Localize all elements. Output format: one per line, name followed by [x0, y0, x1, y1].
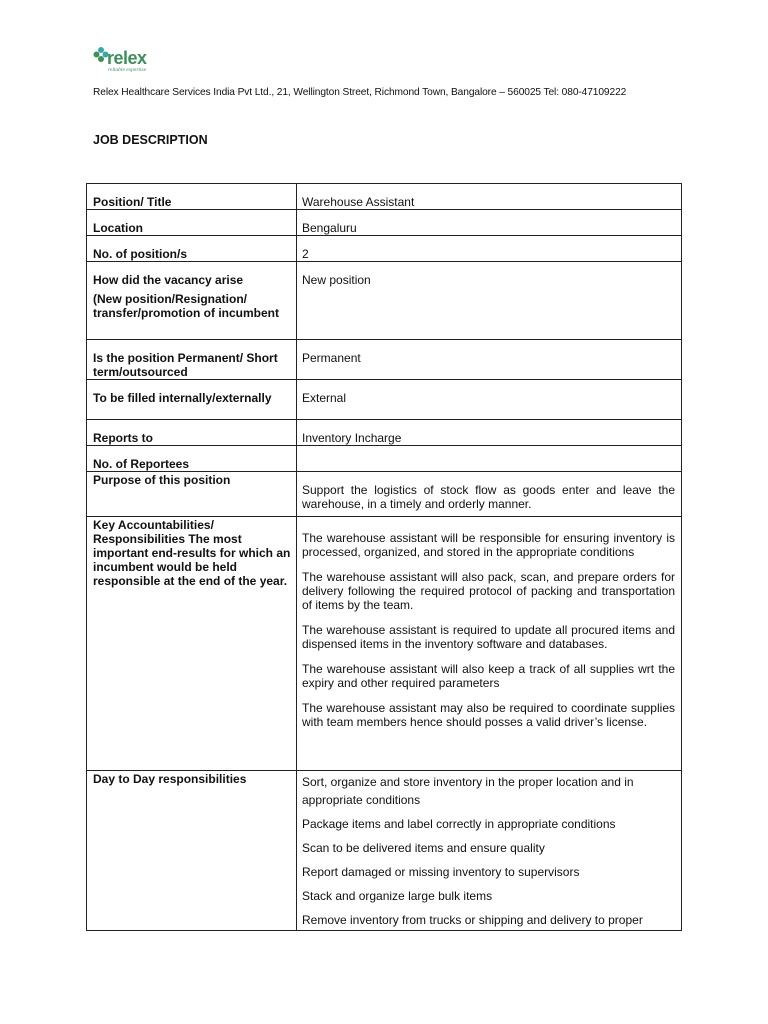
key-item: The warehouse assistant will also keep a track of all supplies wrt the expiry and other required parameters — [302, 662, 675, 690]
day-to-day-label: Day to Day responsibilities — [87, 771, 297, 931]
day-item: Stack and organize large bulk items — [302, 889, 493, 903]
logo-wordmark: relex — [107, 48, 147, 68]
table-row-reportees — [87, 446, 682, 472]
key-item: The warehouse assistant will be responsible for ensuring inventory is processed, organized, and stored in the appropriate conditions — [302, 531, 675, 559]
fill-label: To be filled internally/externally — [87, 380, 297, 420]
vacancy-value: New position — [297, 262, 682, 340]
vacancy-label-cell — [87, 262, 297, 340]
day-item: Remove inventory from trucks or shipping and delivery to proper — [302, 913, 643, 927]
job-description-table — [86, 183, 682, 931]
day-item: Sort, organize and store inventory in the proper location and in appropriate conditions — [302, 775, 634, 807]
table-row-position — [87, 184, 682, 210]
document-title: JOB DESCRIPTION — [93, 133, 208, 147]
vacancy-label: How did the vacancy arise — [93, 273, 244, 287]
key-item: The warehouse assistant will also pack, scan, and prepare orders for delivery following the required protocol of packing and transportation of items by the team. — [302, 570, 675, 612]
table-row-num-positions — [87, 236, 682, 262]
key-accountabilities-label: Key Accountabilities/ Responsibilities The most important end-results for which an incumbent would be held responsible at the end of the year. — [87, 517, 297, 771]
reports-value: Inventory Incharge — [297, 420, 682, 446]
day-item: Report damaged or missing inventory to supervisors — [302, 865, 580, 879]
day-to-day-cell — [297, 771, 682, 931]
reportees-label: No. of Reportees — [87, 446, 297, 472]
day-item: Scan to be delivered items and ensure quality — [302, 841, 545, 855]
table-row-key-accountabilities — [87, 517, 682, 771]
table-row-fill — [87, 380, 682, 420]
logo-tagline: reliable expertise — [108, 67, 147, 73]
reportees-value — [297, 446, 682, 472]
reports-label: Reports to — [87, 420, 297, 446]
table-row-reports — [87, 420, 682, 446]
location-label: Location — [87, 210, 297, 236]
permanence-value: Permanent — [297, 340, 682, 380]
purpose-value: Support the logistics of stock flow as goods enter and leave the warehouse, in a timely and orderly manner. — [297, 472, 682, 517]
key-accountabilities-cell — [297, 517, 682, 771]
table-row-purpose — [87, 472, 682, 517]
vacancy-sublabel: (New position/Resignation/ transfer/promotion of incumbent — [93, 292, 279, 320]
location-value: Bengaluru — [297, 210, 682, 236]
key-item: The warehouse assistant is required to update all procured items and dispensed items in the inventory software and databases. — [302, 623, 675, 651]
table-row-location — [87, 210, 682, 236]
day-item: Package items and label correctly in appropriate conditions — [302, 817, 616, 831]
permanence-label: Is the position Permanent/ Short term/outsourced — [87, 340, 297, 380]
num-positions-value: 2 — [297, 236, 682, 262]
table-row-day-to-day — [87, 771, 682, 931]
company-logo — [93, 46, 163, 78]
table-row-vacancy — [87, 262, 682, 340]
company-address: Relex Healthcare Services India Pvt Ltd., 21, Wellington Street, Richmond Town, Bangalore – 560025 Tel: 080-47109222 — [93, 87, 627, 98]
table-row-permanence — [87, 340, 682, 380]
fill-value: External — [297, 380, 682, 420]
key-item: The warehouse assistant may also be required to coordinate supplies with team members hence should posses a valid driver’s license. — [302, 701, 675, 729]
position-value: Warehouse Assistant — [297, 184, 682, 210]
num-positions-label: No. of position/s — [87, 236, 297, 262]
position-label: Position/ Title — [87, 184, 297, 210]
purpose-label: Purpose of this position — [87, 472, 297, 517]
